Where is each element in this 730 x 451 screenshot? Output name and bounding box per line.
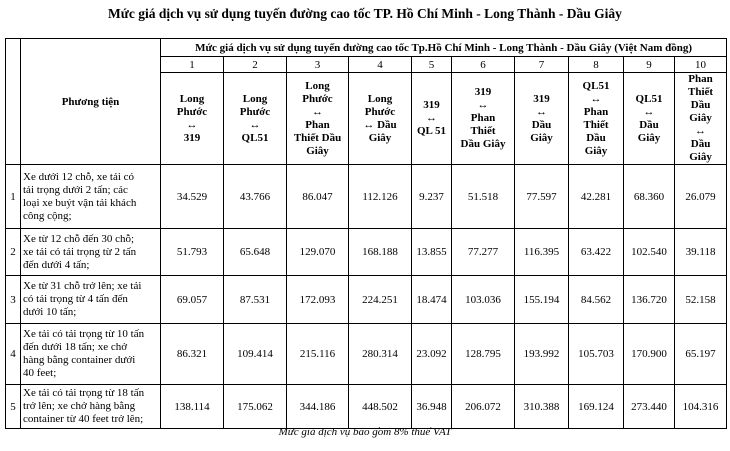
price-cell: 51.518 [452, 165, 515, 229]
route-header-line: Thiết Dầu [293, 131, 342, 144]
vehicle-description-line: có tải trọng từ 4 tấn đến [23, 293, 128, 305]
route-header [224, 73, 287, 165]
price-cell: 344.186 [287, 385, 349, 429]
price-cell: 224.251 [349, 276, 412, 324]
route-header-line: Phước [364, 105, 396, 118]
route-header [452, 73, 515, 165]
route-header-line: ↔ Dầu Giây [363, 118, 397, 144]
price-cell: 9.237 [412, 165, 452, 229]
vehicle-description-line: 40 feet; [23, 367, 57, 379]
vehicle-description [21, 385, 161, 429]
vehicle-description-line: đến dưới 18 tấn; xe chở [23, 341, 128, 353]
route-header-line: Dầu Giây [460, 138, 506, 150]
route-header-line: Phước [302, 92, 333, 105]
route-header-line: ↔ [536, 105, 547, 118]
vehicle-description [21, 229, 161, 276]
price-cell: 109.414 [224, 324, 287, 385]
price-cell: 42.281 [569, 165, 624, 229]
route-header-line: ↔ [186, 118, 198, 131]
column-number: 3 [287, 57, 349, 73]
price-cell: 280.314 [349, 324, 412, 385]
vehicle-description-line: xe tải có tải trọng từ 2 tấn [23, 245, 137, 258]
route-header-line: Long [367, 92, 393, 105]
corner-cell [6, 39, 21, 165]
price-cell: 52.158 [675, 276, 727, 324]
route-header [569, 73, 624, 165]
route-header-line: ↔ [426, 112, 437, 124]
price-cell: 215.116 [287, 324, 349, 385]
price-cell: 39.118 [675, 229, 727, 276]
price-cell: 138.114 [161, 385, 224, 429]
price-cell: 26.079 [675, 165, 727, 229]
price-cell: 23.092 [412, 324, 452, 385]
route-header-line: ↔ [312, 105, 323, 118]
vehicle-description-line: công cộng; [23, 209, 72, 222]
route-header-line: ↔ [643, 105, 655, 118]
route-header-line: QL51 [635, 92, 663, 105]
vehicle-description-line: Xe từ 12 chỗ đến 30 chỗ; [23, 232, 135, 245]
route-header-line: QL 51 [416, 125, 447, 137]
route-header [624, 73, 675, 165]
row-number: 1 [6, 165, 21, 229]
price-cell: 193.992 [515, 324, 569, 385]
table-row [6, 229, 727, 276]
price-cell: 13.855 [412, 229, 452, 276]
price-cell: 310.388 [515, 385, 569, 429]
column-number: 6 [452, 57, 515, 73]
route-header-line: 319 [474, 86, 492, 98]
route-header-line: Dầu [586, 131, 606, 144]
vehicle-description-line: hàng bằng container dưới [23, 354, 136, 366]
price-cell: 168.188 [349, 229, 412, 276]
column-number: 10 [675, 57, 727, 73]
price-cell: 77.277 [452, 229, 515, 276]
route-header-line: Thiết [470, 125, 496, 137]
table-row [6, 165, 727, 229]
price-cell: 34.529 [161, 165, 224, 229]
route-header-line: Dầu [639, 118, 659, 131]
price-cell: 175.062 [224, 385, 287, 429]
vehicle-description-line: trở lên; xe chở hàng bằng [23, 400, 136, 412]
route-header-line: Long [242, 92, 268, 105]
route-header-line: Phan [305, 118, 330, 131]
route-header [412, 73, 452, 165]
price-cell: 36.948 [412, 385, 452, 429]
price-cell: 51.793 [161, 229, 224, 276]
route-header-line: Long [305, 79, 330, 92]
route-header-line: QL51 [241, 131, 269, 144]
route-header-line: Thiết [688, 86, 714, 98]
route-header [515, 73, 569, 165]
table-row [6, 276, 727, 324]
row-number: 2 [6, 229, 21, 276]
vehicle-description-line: dưới 10 tấn; [23, 306, 77, 318]
route-header-line: Thiết [583, 118, 609, 131]
price-cell: 63.422 [569, 229, 624, 276]
vehicle-description [21, 324, 161, 385]
route-header-line: Giây [584, 144, 608, 157]
price-cell: 448.502 [349, 385, 412, 429]
route-header [161, 73, 224, 165]
vehicle-description-line: tải trọng dưới 2 tấn; các [23, 183, 128, 196]
route-header-line: 319 [533, 92, 550, 105]
price-cell: 128.795 [452, 324, 515, 385]
price-cell: 103.036 [452, 276, 515, 324]
route-header-line: Dầu [531, 118, 552, 131]
price-cell: 87.531 [224, 276, 287, 324]
price-cell: 86.047 [287, 165, 349, 229]
vehicle-description-line: Xe từ 31 chỗ trở lên; xe tải [23, 280, 142, 292]
vehicle-description-line: loại xe buýt vận tải khách [23, 196, 137, 209]
route-header-line: Phan [470, 112, 496, 124]
price-cell: 102.540 [624, 229, 675, 276]
column-number: 1 [161, 57, 224, 73]
price-cell: 116.395 [515, 229, 569, 276]
route-header-line: 319 [183, 131, 201, 144]
row-number: 3 [6, 276, 21, 324]
price-cell: 86.321 [161, 324, 224, 385]
vehicle-description-line: đến dưới 4 tấn; [23, 258, 90, 271]
vehicle-description-line: Xe dưới 12 chỗ, xe tải có [23, 170, 135, 183]
price-cell: 65.197 [675, 324, 727, 385]
vehicle-description-line: container từ 40 feet trở lên; [23, 413, 144, 425]
column-number: 4 [349, 57, 412, 73]
price-cell: 77.597 [515, 165, 569, 229]
route-header-line: Dầu [690, 99, 711, 111]
price-cell: 65.648 [224, 229, 287, 276]
vehicle-description [21, 276, 161, 324]
route-header-line: Giây [530, 131, 553, 144]
column-number: 9 [624, 57, 675, 73]
vehicle-description [21, 165, 161, 229]
main-header: Mức giá dịch vụ sử dụng tuyến đường cao tốc Tp.Hồ Chí Minh - Long Thành - Dầu Giây (Việt Nam đồng) [161, 39, 727, 57]
route-header-line: Phan [688, 73, 713, 85]
page-title: Mức giá dịch vụ sử dụng tuyến đường cao tốc TP. Hồ Chí Minh - Long Thành - Dầu Giây [108, 6, 622, 21]
route-header-line: ↔ [477, 99, 489, 111]
route-header [675, 73, 727, 165]
header-row-main [6, 39, 727, 57]
price-cell: 104.316 [675, 385, 727, 429]
price-cell: 155.194 [515, 276, 569, 324]
row-number: 5 [6, 385, 21, 429]
route-header-line: Dầu [690, 138, 711, 150]
route-header-line: Phước [239, 105, 271, 118]
column-number: 2 [224, 57, 287, 73]
route-header [349, 73, 412, 165]
price-cell: 169.124 [569, 385, 624, 429]
column-number: 7 [515, 57, 569, 73]
price-cell: 69.057 [161, 276, 224, 324]
table-row [6, 385, 727, 429]
route-header-line: ↔ [590, 92, 602, 105]
price-cell: 18.474 [412, 276, 452, 324]
vehicle-header: Phương tiện [21, 39, 161, 165]
row-number: 4 [6, 324, 21, 385]
price-cell: 273.440 [624, 385, 675, 429]
route-header-line: Phan [583, 105, 609, 118]
price-cell: 136.720 [624, 276, 675, 324]
route-header-line: Giây [637, 131, 661, 144]
route-header-line: Long [179, 92, 205, 105]
price-cell: 84.562 [569, 276, 624, 324]
price-cell: 105.703 [569, 324, 624, 385]
column-number: 8 [569, 57, 624, 73]
route-header-line: Giây [689, 112, 712, 124]
price-cell: 68.360 [624, 165, 675, 229]
price-cell: 43.766 [224, 165, 287, 229]
route-header-line: Giây [306, 144, 329, 157]
route-header-line: 319 [423, 99, 440, 111]
price-cell: 172.093 [287, 276, 349, 324]
table-row [6, 324, 727, 385]
price-cell: 206.072 [452, 385, 515, 429]
vehicle-description-line: Xe tải có tải trọng từ 10 tấn [23, 328, 145, 340]
route-header-line: Giây [689, 151, 712, 163]
fee-table [5, 38, 727, 429]
price-cell: 129.070 [287, 229, 349, 276]
price-cell: 170.900 [624, 324, 675, 385]
route-header-line: ↔ [249, 118, 261, 131]
route-header [287, 73, 349, 165]
column-number: 5 [412, 57, 452, 73]
vehicle-description-line: Xe tải có tải trọng từ 18 tấn [23, 387, 145, 399]
price-cell: 112.126 [349, 165, 412, 229]
route-header-line: Phước [176, 105, 208, 118]
vat-note: Mức giá dịch vụ bao gồm 8% thuế VAT [278, 426, 452, 438]
route-header-line: QL51 [582, 79, 610, 92]
route-header-line: ↔ [695, 125, 707, 137]
